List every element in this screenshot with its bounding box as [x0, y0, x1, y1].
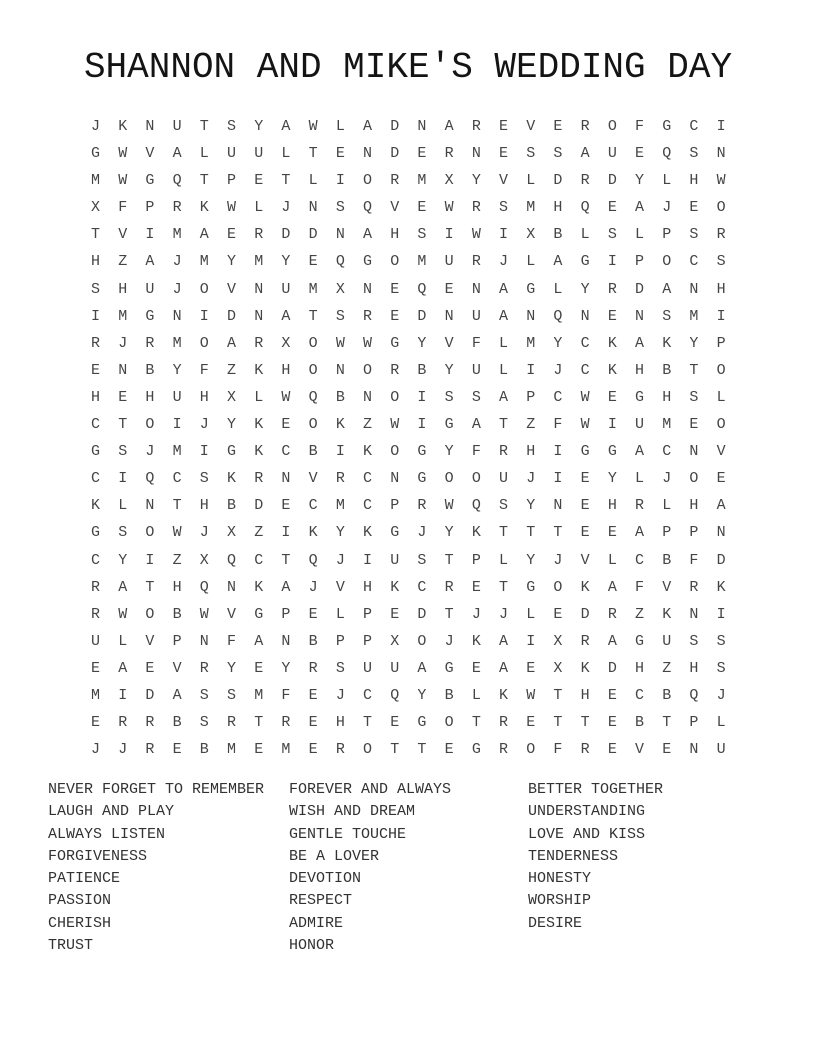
- grid-row: SHUJOVNUMXNEQENAGLYRDANH: [91, 280, 744, 298]
- grid-row: CTOIJYKEOKZWIGATZFWIUMEO: [91, 416, 744, 434]
- word-list-item: FOREVER AND ALWAYS: [289, 781, 452, 798]
- word-list-column-3: [528, 779, 663, 935]
- grid-row: ERRBSRTREHTEGOTRETTEBTPL: [91, 714, 744, 732]
- grid-row: HZAJMYMYEQGOMURJLAGIPOCS: [91, 253, 744, 271]
- word-list-item: HONOR: [289, 937, 335, 955]
- grid-row: RJRMOARXOWWGYVFLMYCKAKYP: [91, 334, 744, 352]
- word-list-item: LAUGH AND PLAY: [48, 803, 175, 821]
- grid-row: MWGQTPETLIORMXYVLDRDYLHW: [91, 172, 744, 190]
- grid-row: JJREBMEMEROTTEGROFREVENU: [91, 741, 744, 759]
- grid-row: TVIMAERDDNAHSIWIXBLSLPSR: [91, 226, 744, 244]
- word-list-item: NEVER FORGET TO REMEMBER: [48, 781, 265, 798]
- grid-row: JKNUTSYAWLADNAREVEROFGCI: [91, 118, 744, 135]
- grid-row: ENBYFZKHONORBYULIJCKHBTO: [91, 361, 744, 379]
- word-list-item: ADMIRE: [289, 914, 344, 932]
- word-list-item: RESPECT: [289, 892, 353, 910]
- grid-row: GSJMIGKCBIKOGYFRHIGGACNV: [91, 443, 744, 461]
- grid-row: CIQCSKRNVRCNGOOUJIEYLJOE: [91, 470, 744, 488]
- word-list-item: WISH AND DREAM: [289, 803, 416, 821]
- grid-row: ULVPNFANBPPXOJKAIXRAGUSS: [91, 632, 744, 650]
- word-list-item: DEVOTION: [289, 870, 362, 888]
- word-list-item: TRUST: [48, 937, 94, 955]
- word-list-item: UNDERSTANDING: [528, 803, 646, 821]
- puzzle-title: SHANNON AND MIKE'S WEDDING DAY: [83, 47, 733, 88]
- word-list-item: HONESTY: [528, 870, 592, 888]
- letter-grid: [91, 113, 744, 763]
- grid-row: GSOWJXZIKYKGJYKTTTEEAPPN: [91, 524, 744, 542]
- word-list-item: TENDERNESS: [528, 847, 619, 865]
- word-list-item: BE A LOVER: [289, 847, 380, 865]
- word-list-item: CHERISH: [48, 914, 112, 932]
- word-list-column-1: [48, 779, 264, 957]
- word-list-item: PASSION: [48, 892, 112, 910]
- grid-row: EAEVRYEYRSUUAGEAEXKDHZHS: [91, 659, 744, 677]
- grid-row: MIDASSMFEJCQYBLKWTHECBQJ: [91, 686, 744, 704]
- grid-row: IMGNIDNATSREDNUANQNENSMI: [91, 307, 744, 325]
- grid-row: CYIZXQCTQJIUSTPLYJVLCBFD: [91, 551, 744, 569]
- word-list-item: PATIENCE: [48, 870, 121, 888]
- grid-row: KLNTHBDECMCPRWQSYNEHRLHA: [91, 497, 744, 515]
- grid-row: RWOBWVGPELPEDTJJLEDRZKNI: [91, 605, 744, 623]
- grid-row: HEHUHXLWQBNOISSAPCWEGHSL: [91, 388, 744, 406]
- grid-row: RATHQNKAJVHKCRETGOKAFVRK: [91, 578, 744, 596]
- word-list-item: LOVE AND KISS: [528, 825, 646, 843]
- grid-row: GWVALUULTENDERNESSAUEQSN: [91, 145, 744, 163]
- word-list-item: BETTER TOGETHER: [528, 781, 664, 798]
- word-list-item: GENTLE TOUCHE: [289, 825, 407, 843]
- word-list-item: WORSHIP: [528, 892, 592, 910]
- word-list-column-2: [289, 779, 451, 957]
- word-list-item: ALWAYS LISTEN: [48, 825, 166, 843]
- word-list-item: DESIRE: [528, 914, 583, 932]
- word-list-item: FORGIVENESS: [48, 847, 148, 865]
- grid-row: XFPRKWLJNSQVEWRSMHQEAJEO: [91, 199, 744, 217]
